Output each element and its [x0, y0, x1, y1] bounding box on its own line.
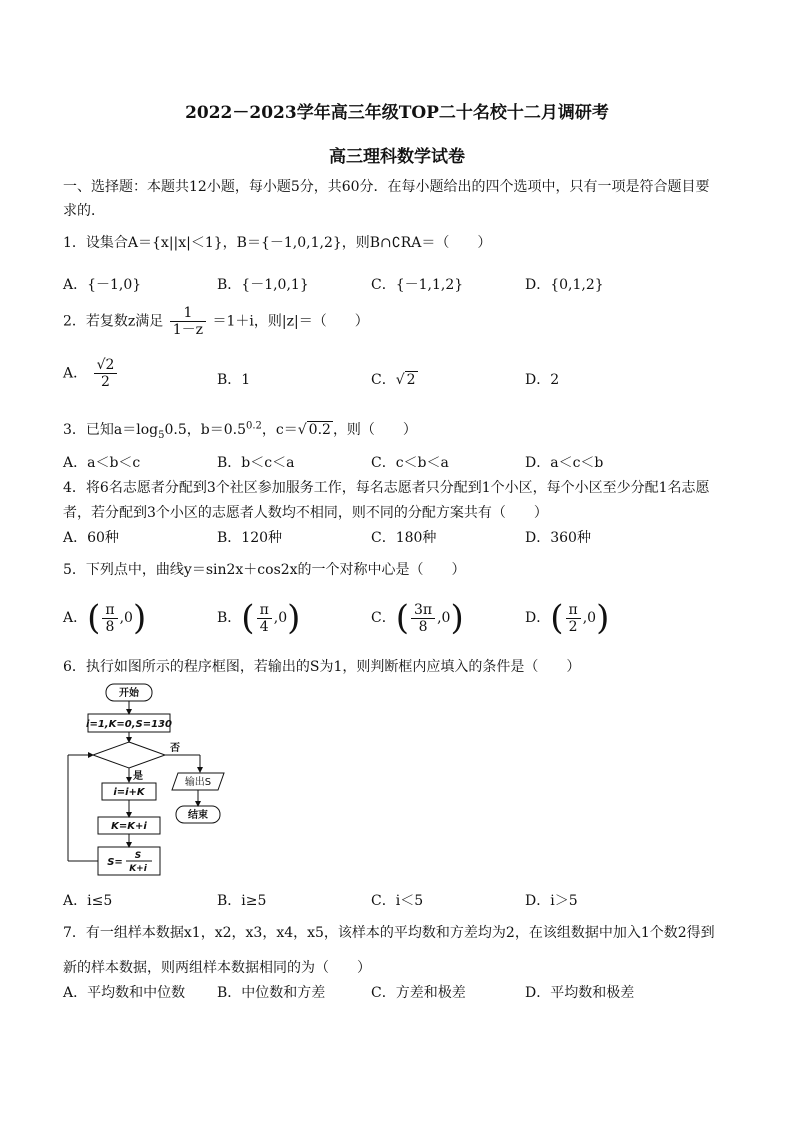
- q2-option-a-label: A．: [63, 365, 88, 382]
- q5-option-d-den: 2: [568, 618, 578, 635]
- q4-option-d: D．360种: [525, 530, 591, 546]
- q2-option-b: B．1: [217, 372, 251, 388]
- q5-option-d-label: D．: [525, 610, 551, 626]
- q6-option-c: C．i＜5: [371, 893, 424, 909]
- q4-stem-line1: 4．将6名志愿者分配到3个社区参加服务工作，每名志愿者只分配到1个小区，每个小区至少分配1名志愿: [63, 480, 710, 496]
- q2-option-d: D．2: [525, 372, 560, 388]
- q1-option-c: C．{－1,1,2}: [371, 277, 464, 293]
- section-instructions-line2: 求的．: [63, 203, 105, 219]
- q1-option-d: D．{0,1,2}: [525, 277, 604, 293]
- q3-stem-post: ，则（ ）: [332, 422, 417, 438]
- q3-log-base: 5: [158, 429, 165, 441]
- q3-stem-mid: 0.5，b＝0.5: [164, 422, 246, 438]
- q5-option-c-den: 8: [418, 618, 428, 635]
- q2-stem-post: ＝1＋i，则|z|＝（ ）: [212, 313, 369, 330]
- q1-option-b: B．{－1,0,1}: [217, 277, 309, 293]
- flow-start-text: 开始: [119, 688, 139, 699]
- q5-option-d-zero: ,0: [582, 610, 597, 626]
- q3-stem: 3．已知$a=\log_50.5$，$b=0.5^{0.2}$，c＝√ 0.2 ，则（ ）: [63, 420, 417, 441]
- q5-stem: 5．下列点中，曲线y＝sin2x＋cos2x的一个对称中心是（ ）: [63, 562, 466, 578]
- exam-subtitle: 高三理科数学试卷: [329, 147, 465, 167]
- q4-option-a: A．60种: [63, 530, 119, 546]
- q1-option-a: A．{－1,0}: [63, 277, 142, 293]
- q3-option-d: D．a＜c＜b: [525, 455, 604, 471]
- q3-option-c: C．c＜b＜a: [371, 455, 449, 471]
- q5-option-a-num: π: [102, 602, 117, 619]
- q5-option-d: D．( $\frac{\pi}{2}$ ,0): [525, 598, 610, 638]
- q3-stem-pre: 3．已知a＝log: [63, 422, 159, 438]
- q5-option-c-num: 3π: [411, 602, 435, 619]
- flow-output-text: 输出S: [184, 777, 212, 788]
- q7-stem-line2: 新的样本数据，则两组样本数据相同的为（ ）: [63, 960, 371, 976]
- q5-option-c: C．( $\frac{3\pi}{8}$ ,0): [371, 598, 464, 638]
- q3-stem-mid2: ，c＝: [261, 422, 298, 438]
- q4-option-c: C．180种: [371, 530, 437, 546]
- q5-option-d-num: π: [566, 602, 581, 619]
- q2-option-a-fraction: [94, 357, 118, 390]
- q1-stem: 1．设集合A＝{x||x|＜1}，B＝{－1,0,1,2}，则B∩∁RA＝（ ）: [63, 235, 492, 251]
- q6-flowchart: [60, 680, 250, 880]
- q2-option-a-den: 2: [101, 374, 110, 390]
- flow-init-text: i=1,K=0,S=130: [86, 719, 172, 730]
- flow-step3-den: K+i: [129, 864, 147, 874]
- flow-step1-text: i=i+K: [113, 787, 145, 798]
- q3-option-b: B．b＜c＜a: [217, 455, 295, 471]
- q5-option-b: B．( $\frac{\pi}{4}$ ,0): [217, 598, 301, 638]
- flow-decision-shape: [93, 742, 165, 768]
- q5-option-b-label: B．: [217, 610, 242, 626]
- q2-option-a-num: √2: [94, 357, 118, 374]
- q3-radicand: 0.2: [308, 422, 331, 438]
- q6-stem: 6．执行如图所示的程序框图，若输出的S为1，则判断框内应填入的条件是（ ）: [63, 659, 581, 675]
- q2-option-c-radicand: 2: [406, 372, 416, 388]
- q2-option-c-label: C．: [371, 372, 396, 388]
- q6-option-a: A．i≤5: [63, 893, 113, 909]
- q5-option-c-zero: ,0: [437, 610, 451, 626]
- q5-option-a-zero: ,0: [119, 610, 133, 626]
- q3-option-a: A．a＜b＜c: [63, 455, 141, 471]
- flow-step3-pre: S=: [107, 857, 123, 868]
- q7-option-b: B．中位数和方差: [217, 985, 326, 1001]
- q5-option-a: A．( $\frac{\pi}{8}$ ,0): [63, 598, 147, 638]
- q7-option-a: A．平均数和中位数: [63, 985, 186, 1001]
- q2-option-a: [63, 357, 119, 390]
- q5-option-a-den: 8: [105, 618, 115, 635]
- flow-yes-label: 是: [133, 771, 143, 782]
- flow-end-text: 结束: [188, 810, 208, 821]
- q3-exponent: 0.2: [246, 420, 262, 432]
- flow-step2-text: K=K+i: [111, 821, 147, 832]
- q5-option-b-zero: ,0: [273, 610, 288, 626]
- q7-option-c: C．方差和极差: [371, 985, 466, 1001]
- q6-option-d: D．i＞5: [525, 893, 578, 909]
- q6-option-b: B．i≥5: [217, 893, 267, 909]
- q7-stem-line1: 7．有一组样本数据x1，x2，x3，x4，x5，该样本的平均数和方差均为2，在该组数据中加入1个数2得到: [63, 925, 715, 941]
- flow-step3-num: S: [134, 851, 142, 861]
- q4-option-b: B．120种: [217, 530, 283, 546]
- q2-fraction-den: 1－z: [172, 322, 204, 338]
- q5-option-a-label: A．: [63, 610, 88, 626]
- q4-stem-line2: 者，若分配到3个小区的志愿者人数均不相同，则不同的分配方案共有（ ）: [63, 505, 548, 521]
- q5-option-c-label: C．: [371, 610, 396, 626]
- q5-option-b-num: π: [257, 602, 272, 619]
- section-instructions-line1: 一、选择题：本题共12小题，每小题5分，共60分．在每小题给出的四个选项中，只有一项是符合题目要: [63, 179, 710, 195]
- flow-no-label: 否: [170, 743, 180, 754]
- q2-option-c: C．√ 2: [371, 372, 416, 388]
- q2-stem-pre: 2．若复数z满足: [63, 313, 164, 330]
- q2-stem: [63, 305, 369, 338]
- exam-title: 2022－2023学年高三年级TOP二十名校十二月调研考: [185, 103, 609, 123]
- q5-option-b-den: 4: [259, 618, 269, 635]
- q2-fraction: [170, 305, 206, 338]
- q2-fraction-num: 1: [170, 305, 206, 322]
- q7-option-d: D．平均数和极差: [525, 985, 635, 1001]
